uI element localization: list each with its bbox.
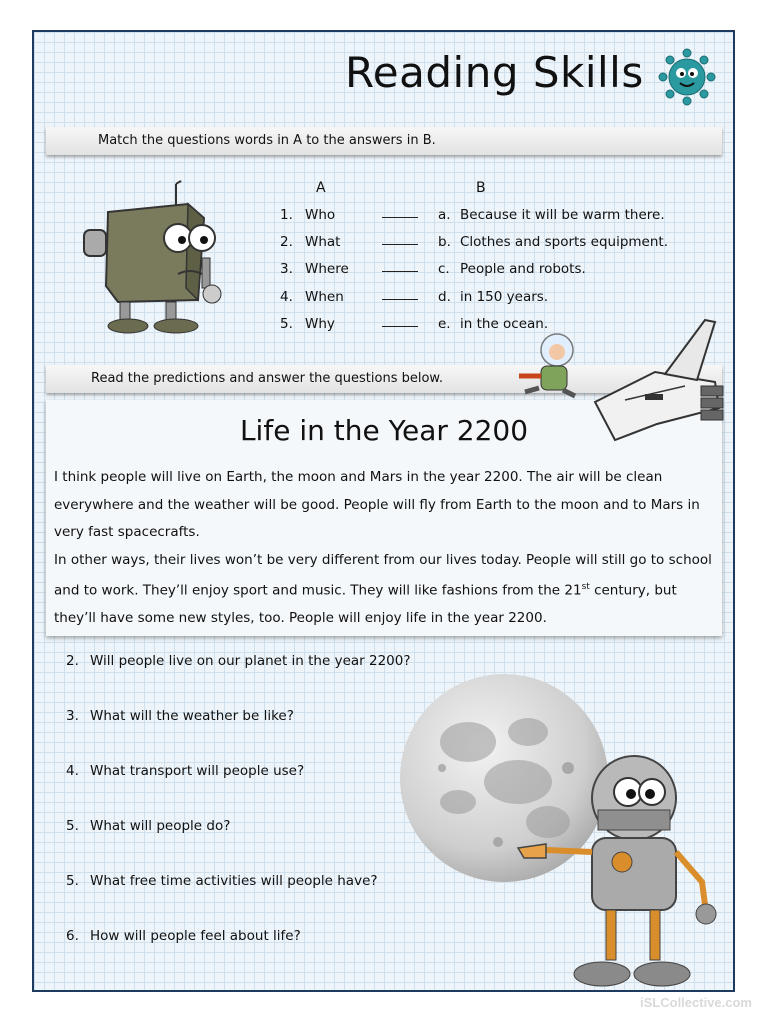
question-item — [66, 653, 411, 669]
question-word: Where — [305, 261, 349, 277]
answer-text: in the ocean. — [460, 316, 549, 332]
answer-letter: e. — [438, 316, 451, 332]
question-word: Why — [305, 316, 335, 332]
answer-letter: a. — [438, 207, 451, 223]
matching-instruction-bar — [46, 127, 722, 155]
question-item — [66, 708, 294, 724]
matching-row — [280, 289, 700, 309]
row-number: 4. — [280, 289, 293, 305]
answer-letter: b. — [438, 234, 451, 250]
passage-title: Life in the Year 2200 — [239, 414, 529, 447]
row-number: 2. — [280, 234, 293, 250]
column-a-heading: A — [316, 180, 326, 196]
question-number: 2. — [66, 653, 79, 669]
answer-blank[interactable] — [382, 271, 418, 272]
page-title: Reading Skills — [345, 48, 644, 97]
column-b-heading: B — [476, 180, 486, 196]
matching-row — [280, 207, 700, 227]
answer-letter: c. — [438, 261, 450, 277]
question-number: 3. — [66, 708, 79, 724]
question-text: Will people live on our planet in the year 2200? — [90, 653, 411, 669]
question-word: When — [305, 289, 344, 305]
question-item — [66, 818, 230, 834]
answer-blank[interactable] — [382, 244, 418, 245]
matching-row — [280, 234, 700, 254]
row-number: 1. — [280, 207, 293, 223]
question-item — [66, 763, 304, 779]
answer-text: Clothes and sports equipment. — [460, 234, 668, 250]
answer-text: People and robots. — [460, 261, 586, 277]
paragraph-1: I think people will live on Earth, the moon and Mars in the year 2200. The air will be clean everywhere and the weather will be good. People will fly from Earth to the moon and to Mars in very fast spacecrafts. — [54, 469, 700, 540]
answer-letter: d. — [438, 289, 451, 305]
passage-text — [54, 464, 718, 633]
virus-mascot-icon — [655, 45, 719, 109]
question-word: Who — [305, 207, 336, 223]
question-text: What free time activities will people have? — [90, 873, 378, 889]
windup-robot-illustration — [78, 178, 238, 334]
matching-row — [280, 261, 700, 281]
question-text: How will people feel about life? — [90, 928, 301, 944]
reading-instruction: Read the predictions and answer the questions below. — [91, 371, 443, 386]
space-shuttle-illustration — [505, 312, 730, 452]
pointing-robot-illustration — [516, 752, 728, 992]
question-text: What will the weather be like? — [90, 708, 294, 724]
paragraph-2: In other ways, their lives won’t be very different from our lives today. People will still go to school and to work. They’ll enjoy sport and music. They will like fashions from the 21st century, but they’ll have some new styles, too. People will enjoy life in the year 2200. — [54, 551, 712, 626]
question-text: What will people do? — [90, 818, 231, 834]
question-number: 5. — [66, 818, 79, 834]
question-text: What transport will people use? — [90, 763, 305, 779]
question-item — [66, 928, 301, 944]
question-number: 6. — [66, 928, 79, 944]
question-number: 4. — [66, 763, 79, 779]
row-number: 5. — [280, 316, 293, 332]
watermark-credit: iSLCollective.com — [640, 995, 752, 1010]
question-item — [66, 873, 378, 889]
matching-instruction: Match the questions words in A to the answers in B. — [98, 133, 436, 148]
question-word: What — [305, 234, 341, 250]
answer-text: in 150 years. — [460, 289, 549, 305]
question-number: 5. — [66, 873, 79, 889]
answer-blank[interactable] — [382, 326, 418, 327]
answer-blank[interactable] — [382, 217, 418, 218]
row-number: 3. — [280, 261, 293, 277]
answer-text: Because it will be warm there. — [460, 207, 665, 223]
answer-blank[interactable] — [382, 299, 418, 300]
